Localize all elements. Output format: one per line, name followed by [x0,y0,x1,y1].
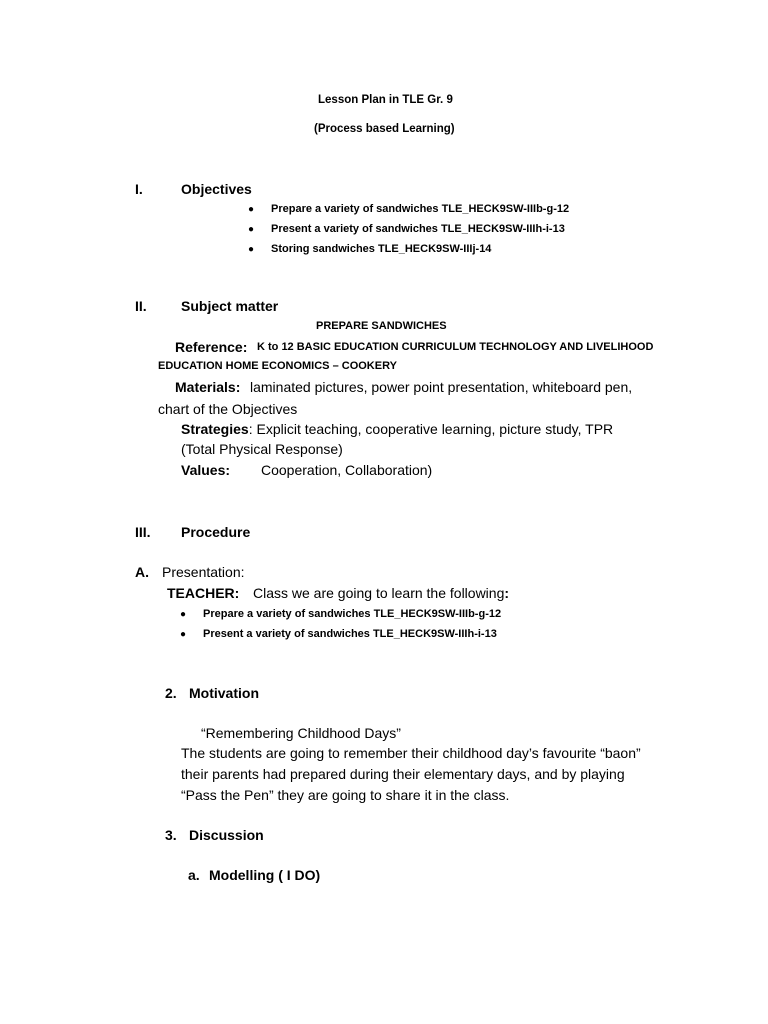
document-subtitle: (Process based Learning) [314,123,455,135]
motivation-text-line3: “Pass the Pen” they are going to share it in the class. [181,787,510,803]
modelling-heading: Modelling ( I DO) [209,867,321,883]
teacher-label: TEACHER: [167,585,240,601]
bullet-icon: ● [180,629,187,640]
reference-text-line2: EDUCATION HOME ECONOMICS – COOKERY [158,360,397,372]
values-text: Cooperation, Collaboration) [261,462,433,478]
motivation-heading: Motivation [189,685,259,701]
bullet-icon: ● [180,609,187,620]
motivation-activity-title: “Remembering Childhood Days” [201,725,401,741]
presentation-letter: A. [135,564,149,580]
section-numeral-subject-matter: II. [135,298,147,314]
bullet-icon: ● [248,204,255,215]
motivation-text-line2: their parents had prepared during their elementary days, and by playing [181,766,625,782]
reference-label: Reference: [175,339,248,355]
objective-item: Prepare a variety of sandwiches TLE_HECK9SW-IIIb-g-12 [271,203,570,215]
values-label: Values: [181,462,231,478]
teacher-statement [253,585,509,601]
presentation-item: Present a variety of sandwiches TLE_HECK9SW-IIIh-i-13 [203,628,497,640]
objective-item: Present a variety of sandwiches TLE_HECK9SW-IIIh-i-13 [271,223,565,235]
objective-item: Storing sandwiches TLE_HECK9SW-IIIj-14 [271,243,492,255]
presentation-item: Prepare a variety of sandwiches TLE_HECK9SW-IIIb-g-12 [203,608,502,620]
bullet-icon: ● [248,224,255,235]
strategies-text: : Explicit teaching, cooperative learning, picture study, TPR [248,421,614,437]
discussion-heading: Discussion [189,827,264,843]
subject-topic: PREPARE SANDWICHES [316,320,447,332]
motivation-number: 2. [165,685,177,701]
section-heading-procedure: Procedure [181,524,251,540]
modelling-letter: a. [188,867,200,883]
strategies-text-line2: (Total Physical Response) [181,441,343,457]
section-numeral-objectives: I. [135,181,143,197]
section-numeral-procedure: III. [135,524,151,540]
reference-text-line1: K to 12 BASIC EDUCATION CURRICULUM TECHNOLOGY AND LIVELIHOOD [257,341,654,353]
section-heading-subject-matter: Subject matter [181,298,279,314]
section-heading-objectives: Objectives [181,181,252,197]
strategies-line1 [181,421,613,437]
materials-text-line2: chart of the Objectives [158,401,298,417]
teacher-text: Class we are going to learn the following [253,585,505,601]
presentation-label: Presentation: [162,564,245,580]
teacher-colon: : [504,585,510,601]
materials-text-line1: laminated pictures, power point presentation, whiteboard pen, [250,379,633,395]
discussion-number: 3. [165,827,177,843]
materials-label: Materials: [175,379,241,395]
strategies-label: Strategies [181,421,249,437]
document-title: Lesson Plan in TLE Gr. 9 [318,94,453,106]
bullet-icon: ● [248,244,255,255]
motivation-text-line1: The students are going to remember their childhood day’s favourite “baon” [181,745,641,761]
